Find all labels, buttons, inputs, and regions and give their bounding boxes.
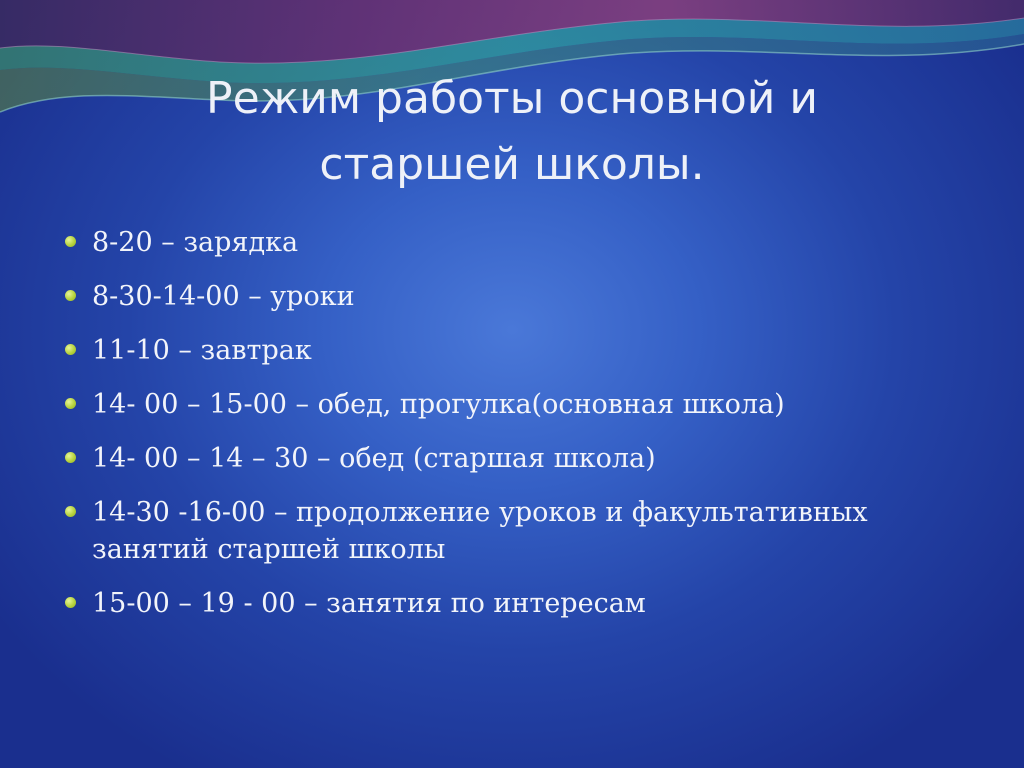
bullet-dot-icon — [65, 597, 76, 608]
schedule-list — [62, 224, 962, 639]
schedule-item — [62, 332, 962, 369]
schedule-item-text: 15-00 – 19 - 00 – занятия по интересам — [92, 588, 646, 619]
bullet-dot-icon — [65, 398, 76, 409]
bullet-dot-icon — [65, 344, 76, 355]
schedule-item-text: 8-30-14-00 – уроки — [92, 281, 355, 312]
schedule-item-text: 14- 00 – 15-00 – обед, прогулка(основная школа) — [92, 389, 785, 420]
schedule-item — [62, 386, 962, 423]
schedule-item-text: 8-20 – зарядка — [92, 227, 299, 258]
bullet-dot-icon — [65, 290, 76, 301]
schedule-item-text: 11-10 – завтрак — [92, 335, 312, 366]
schedule-item — [62, 494, 962, 568]
schedule-item — [62, 278, 962, 315]
bullet-dot-icon — [65, 452, 76, 463]
schedule-item-text: 14-30 -16-00 – продолжение уроков и факультативных занятий старшей школы — [92, 497, 868, 565]
slide-title — [80, 66, 944, 198]
schedule-item — [62, 440, 962, 477]
slide-title-line-2: старшей школы. — [319, 139, 705, 190]
bullet-dot-icon — [65, 506, 76, 517]
schedule-item — [62, 585, 962, 622]
schedule-item-text: 14- 00 – 14 – 30 – обед (старшая школа) — [92, 443, 656, 474]
bullet-dot-icon — [65, 236, 76, 247]
schedule-item — [62, 224, 962, 261]
slide-title-line-1: Режим работы основной и — [206, 73, 818, 124]
